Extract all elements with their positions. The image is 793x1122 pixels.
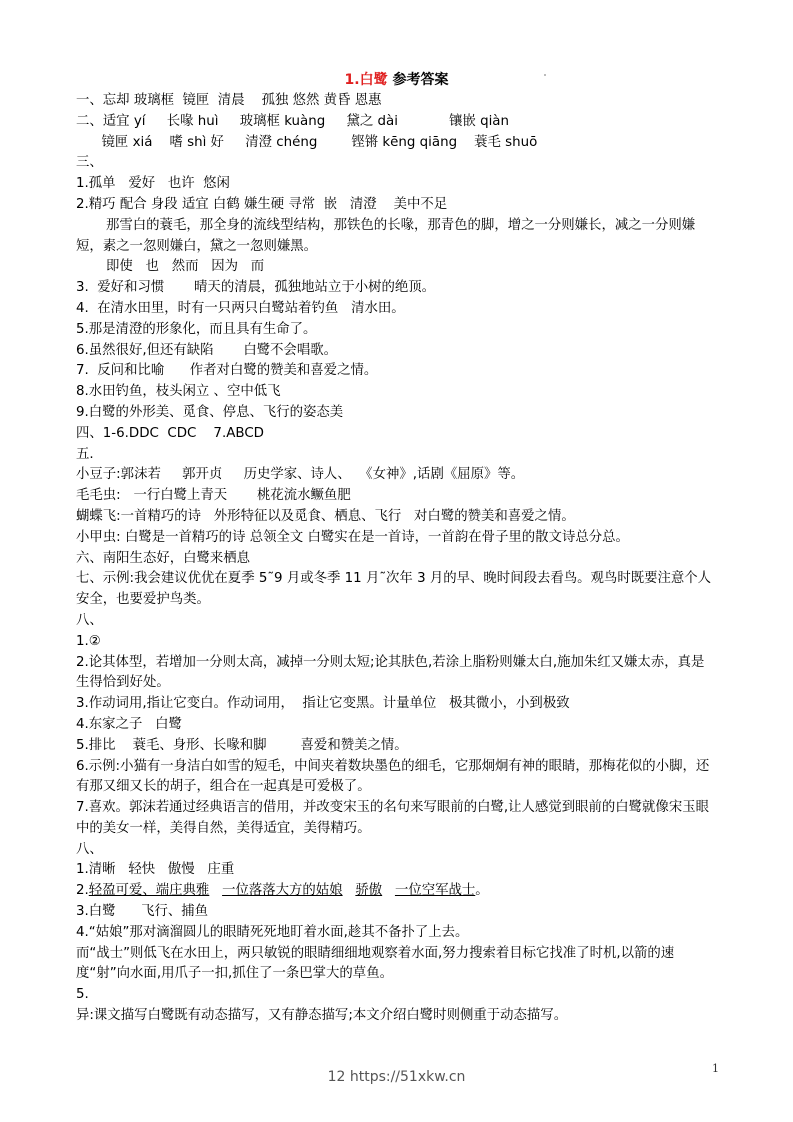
answer-line: 毛毛虫: 一行白鹭上青天 桃花流水鳜鱼肥 — [76, 488, 351, 504]
answer-line: 五. — [76, 446, 94, 462]
answer-line: 即使 也 然而 因为 而 — [106, 259, 265, 275]
answer-paragraph: 6.示例:小猫有一身洁白如雪的短毛，中间夹着数块墨色的细毛，它那炯炯有神的眼睛，那梅花似的小脚，还有那又细又长的胡子，组合在一起真是可爱极了。 — [76, 758, 710, 795]
answer-paragraph: 2.论其体型，若增加一分则太高，减掉一分则太短;论其肤色,若涂上脂粉则嫌太白,施加朱红又嫌太赤，真是生得恰到好处。 — [76, 654, 705, 691]
answer-line: 1.② — [76, 633, 101, 649]
underlined-answer-line — [76, 881, 716, 902]
answer-line: 蝴蝶飞:一首精巧的诗 外形特征以及觅食、栖息、飞行 对白鹭的赞美和喜爱之情。 — [76, 508, 575, 524]
title-number: 1.白鹭 — [344, 72, 388, 88]
answer-paragraph: 7.喜欢。郭沫若通过经典语言的借用，并改变宋玉的名句来写眼前的白鹭,让人感觉到眼前的白鹭就像宋玉眼中的美女一样，美得自然，美得适宜，美得精巧。 — [76, 800, 709, 836]
answer-line: 8.水田钓鱼，枝头闲立 、空中低飞 — [76, 384, 281, 400]
answer-line: 二、适宜 yí 长喙 huì 玻璃框 kuàng 黛之 dài 镶嵌 qiàn — [76, 113, 509, 129]
answer-line: 9.白鹭的外形美、觅食、停息、飞行的姿态美 — [76, 404, 344, 420]
footer-url: 12 https://51xkw.cn — [327, 1069, 466, 1085]
answer-line: 小豆子:郭沫若 郭开贞 历史学家、诗人、 《女神》,话剧《屈原》等。 — [76, 467, 525, 483]
line-end: 。 — [475, 883, 489, 899]
answer-line: 4.“姑娘”那对滴溜圆儿的眼睛死死地盯着水面,趁其不备扑了上去。 — [76, 924, 469, 940]
answer-paragraph: 那雪白的蓑毛，那全身的流线型结构，那铁色的长喙，那青色的脚，增之一分则嫌长，减之一分则嫌短，素之一忽则嫌白，黛之一忽则嫌黑。 — [76, 217, 696, 254]
line-prefix: 2. — [76, 883, 89, 899]
answer-content — [76, 91, 716, 1027]
answer-line: 三、 — [76, 155, 103, 171]
answer-line: 5. — [76, 987, 89, 1003]
answer-paragraph: 小甲虫: 白鹭是一首精巧的诗 总领全文 白鹭实在是一首诗，一首韵在骨子里的散文诗总分总。 — [76, 529, 629, 545]
answer-line: 3.作动词用,指让它变白。作动词用， 指让它变黑。计量单位 极其微小，小到极致 — [76, 696, 570, 712]
underlined-answer: 一位落落大方的姑娘 — [222, 883, 343, 899]
answer-line: 1.清晰 轻快 傲慢 庄重 — [76, 862, 235, 878]
answer-line: 八、 — [76, 612, 103, 628]
answer-line: 6.虽然很好,但还有缺陷 白鹭不会唱歌。 — [76, 342, 338, 358]
answer-line: 四、1-6.DDC CDC 7.ABCD — [76, 425, 264, 441]
answer-line: 3. 爱好和习惯 晴天的清晨，孤独地站立于小树的绝顶。 — [76, 280, 436, 296]
answer-line: 5.那是清澄的形象化，而且具有生命了。 — [76, 321, 317, 337]
answer-line: 一、忘却 玻璃框 镜匣 清晨 孤独 悠然 黄昏 恩惠 — [76, 93, 382, 108]
answer-line: 镜匣 xiá 嗜 shì 好 清澄 chéng 铿锵 kēng qiāng 蓑毛 shuō — [76, 134, 538, 150]
page-number: 1 — [712, 1062, 719, 1075]
underlined-answer: 骄傲 — [355, 883, 383, 899]
answer-line: 4.东家之子 白鹭 — [76, 716, 182, 732]
answer-line: 异:课文描写白鹭既有动态描写，又有静态描写;本文介绍白鹭时则侧重于动态描写。 — [76, 1008, 568, 1024]
underlined-answer: 轻盈可爱、端庄典雅 — [88, 883, 210, 899]
answer-line: 2.精巧 配合 身段 适宜 白鹤 嫌生硬 寻常 嵌 清澄 美中不足 — [76, 196, 448, 212]
answer-paragraph: 七、示例:我会建议优优在夏季 5˜9 月或冬季 11 月˜次年 3 月的早、晚时间段去看鸟。观鸟时既要注意个人安全，也要爱护鸟类。 — [76, 571, 712, 608]
answer-line: 4. 在清水田里，时有一只两只白鹭站着钓鱼 清水田。 — [76, 300, 405, 316]
answer-line: 5.排比 蓑毛、身形、长喙和脚 喜爱和赞美之情。 — [76, 737, 408, 753]
title-text: 参考答案 — [387, 72, 449, 88]
answer-line: 7. 反问和比喻 作者对白鹭的赞美和喜爱之情。 — [76, 363, 378, 379]
answer-line: 八、 — [76, 841, 103, 857]
answer-paragraph: 而“战士”则低飞在水田上，两只敏锐的眼睛细细地观察着水面,努力搜索着目标它找准了时机,以箭的速度“射”向水面,用爪子一扣,抓住了一条巴掌大的草鱼。 — [76, 945, 675, 982]
answer-line: 1.孤单 爱好 也许 悠闲 — [76, 176, 230, 192]
page-title — [0, 70, 793, 90]
answer-line: 六、南阳生态好，白鹭来栖息 — [76, 550, 251, 566]
underlined-answer: 一位空军战士 — [394, 883, 476, 899]
answer-line: 3.白鹭 飞行、捕鱼 — [76, 904, 209, 920]
